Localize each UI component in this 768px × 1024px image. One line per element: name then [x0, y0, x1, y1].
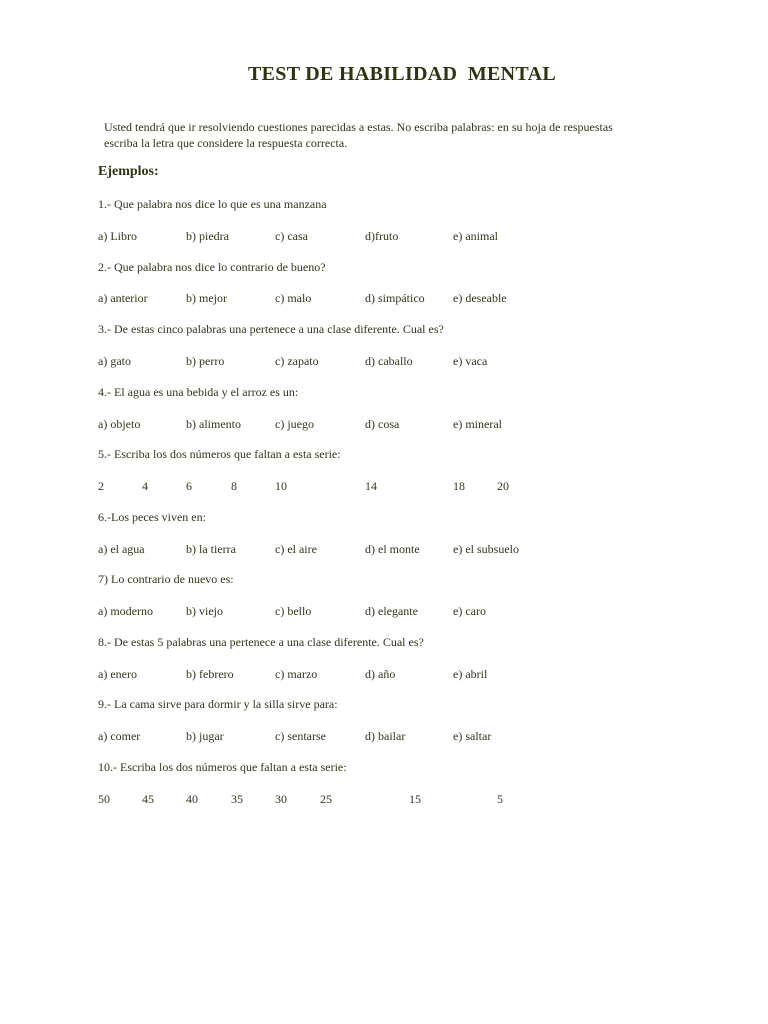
page-title: TEST DE HABILIDAD MENTAL	[248, 63, 556, 85]
question-5-series-number: 4	[142, 479, 148, 493]
question-2-option-b: b) mejor	[186, 291, 227, 305]
question-5-series-number: 10	[275, 479, 287, 493]
question-8-option-e: e) abril	[453, 667, 488, 681]
question-3-option-c: c) zapato	[275, 354, 319, 368]
question-6-option-d: d) el monte	[365, 542, 420, 556]
question-2-option-a: a) anterior	[98, 291, 148, 305]
question-3-option-b: b) perro	[186, 354, 225, 368]
question-6-option-e: e) el subsuelo	[453, 542, 519, 556]
question-4-prompt: 4.- El agua es una bebida y el arroz es un:	[98, 385, 299, 399]
question-8-option-a: a) enero	[98, 667, 137, 681]
question-7-prompt: 7) Lo contrario de nuevo es:	[98, 572, 234, 586]
question-10-series-number: 30	[275, 792, 287, 806]
question-5-series-number: 18	[453, 479, 465, 493]
question-3-option-d: d) caballo	[365, 354, 413, 368]
question-10-series-number: 45	[142, 792, 154, 806]
question-7-option-c: c) bello	[275, 604, 312, 618]
question-10-series-number: 35	[231, 792, 243, 806]
question-6-prompt: 6.-Los peces viven en:	[98, 510, 206, 524]
question-9-option-b: b) jugar	[186, 729, 224, 743]
question-6-option-a: a) el agua	[98, 542, 145, 556]
question-3-option-a: a) gato	[98, 354, 131, 368]
question-5-series-number: 8	[231, 479, 237, 493]
question-4-option-e: e) mineral	[453, 417, 502, 431]
question-6-option-c: c) el aire	[275, 542, 317, 556]
question-5-series-number: 20	[497, 479, 509, 493]
question-1-option-e: e) animal	[453, 229, 498, 243]
question-4-option-d: d) cosa	[365, 417, 400, 431]
question-5-series-number: 14	[365, 479, 377, 493]
question-5-series-number: 6	[186, 479, 192, 493]
question-9-prompt: 9.- La cama sirve para dormir y la silla sirve para:	[98, 697, 338, 711]
question-7-option-b: b) viejo	[186, 604, 223, 618]
question-1-prompt: 1.- Que palabra nos dice lo que es una manzana	[98, 197, 327, 211]
question-9-option-d: d) bailar	[365, 729, 406, 743]
question-8-option-d: d) año	[365, 667, 396, 681]
question-8-option-b: b) febrero	[186, 667, 234, 681]
question-9-option-a: a) comer	[98, 729, 141, 743]
question-10-series-number: 50	[98, 792, 110, 806]
question-5-prompt: 5.- Escriba los dos números que faltan a esta serie:	[98, 447, 341, 461]
question-4-option-c: c) juego	[275, 417, 314, 431]
instructions-line-1: Usted tendrá que ir resolviendo cuestiones parecidas a estas. No escriba palabras: en su hoja de respuestas	[104, 120, 613, 134]
question-8-option-c: c) marzo	[275, 667, 318, 681]
question-7-option-d: d) elegante	[365, 604, 418, 618]
question-7-option-a: a) moderno	[98, 604, 153, 618]
question-9-option-e: e) saltar	[453, 729, 492, 743]
question-10-series-number: 5	[497, 792, 503, 806]
question-2-option-d: d) simpático	[365, 291, 425, 305]
question-4-option-a: a) objeto	[98, 417, 141, 431]
question-1-option-c: c) casa	[275, 229, 308, 243]
examples-heading: Ejemplos:	[98, 164, 159, 179]
question-7-option-e: e) caro	[453, 604, 486, 618]
instructions-paragraph	[104, 119, 664, 151]
question-6-option-b: b) la tierra	[186, 542, 236, 556]
question-10-prompt: 10.- Escriba los dos números que faltan a esta serie:	[98, 760, 347, 774]
question-2-option-c: c) malo	[275, 291, 312, 305]
instructions-line-2: escriba la letra que considere la respuesta correcta.	[104, 136, 348, 150]
question-1-option-b: b) piedra	[186, 229, 229, 243]
question-9-option-c: c) sentarse	[275, 729, 326, 743]
question-2-prompt: 2.- Que palabra nos dice lo contrario de bueno?	[98, 260, 326, 274]
question-5-series-number: 2	[98, 479, 104, 493]
question-8-prompt: 8.- De estas 5 palabras una pertenece a una clase diferente. Cual es?	[98, 635, 424, 649]
question-3-prompt: 3.- De estas cinco palabras una pertenece a una clase diferente. Cual es?	[98, 322, 444, 336]
question-10-series-number: 25	[320, 792, 332, 806]
question-10-series-number: 15	[409, 792, 421, 806]
question-4-option-b: b) alimento	[186, 417, 241, 431]
question-10-series-number: 40	[186, 792, 198, 806]
question-1-option-a: a) Libro	[98, 229, 137, 243]
question-3-option-e: e) vaca	[453, 354, 488, 368]
question-2-option-e: e) deseable	[453, 291, 507, 305]
question-1-option-d: d)fruto	[365, 229, 399, 243]
